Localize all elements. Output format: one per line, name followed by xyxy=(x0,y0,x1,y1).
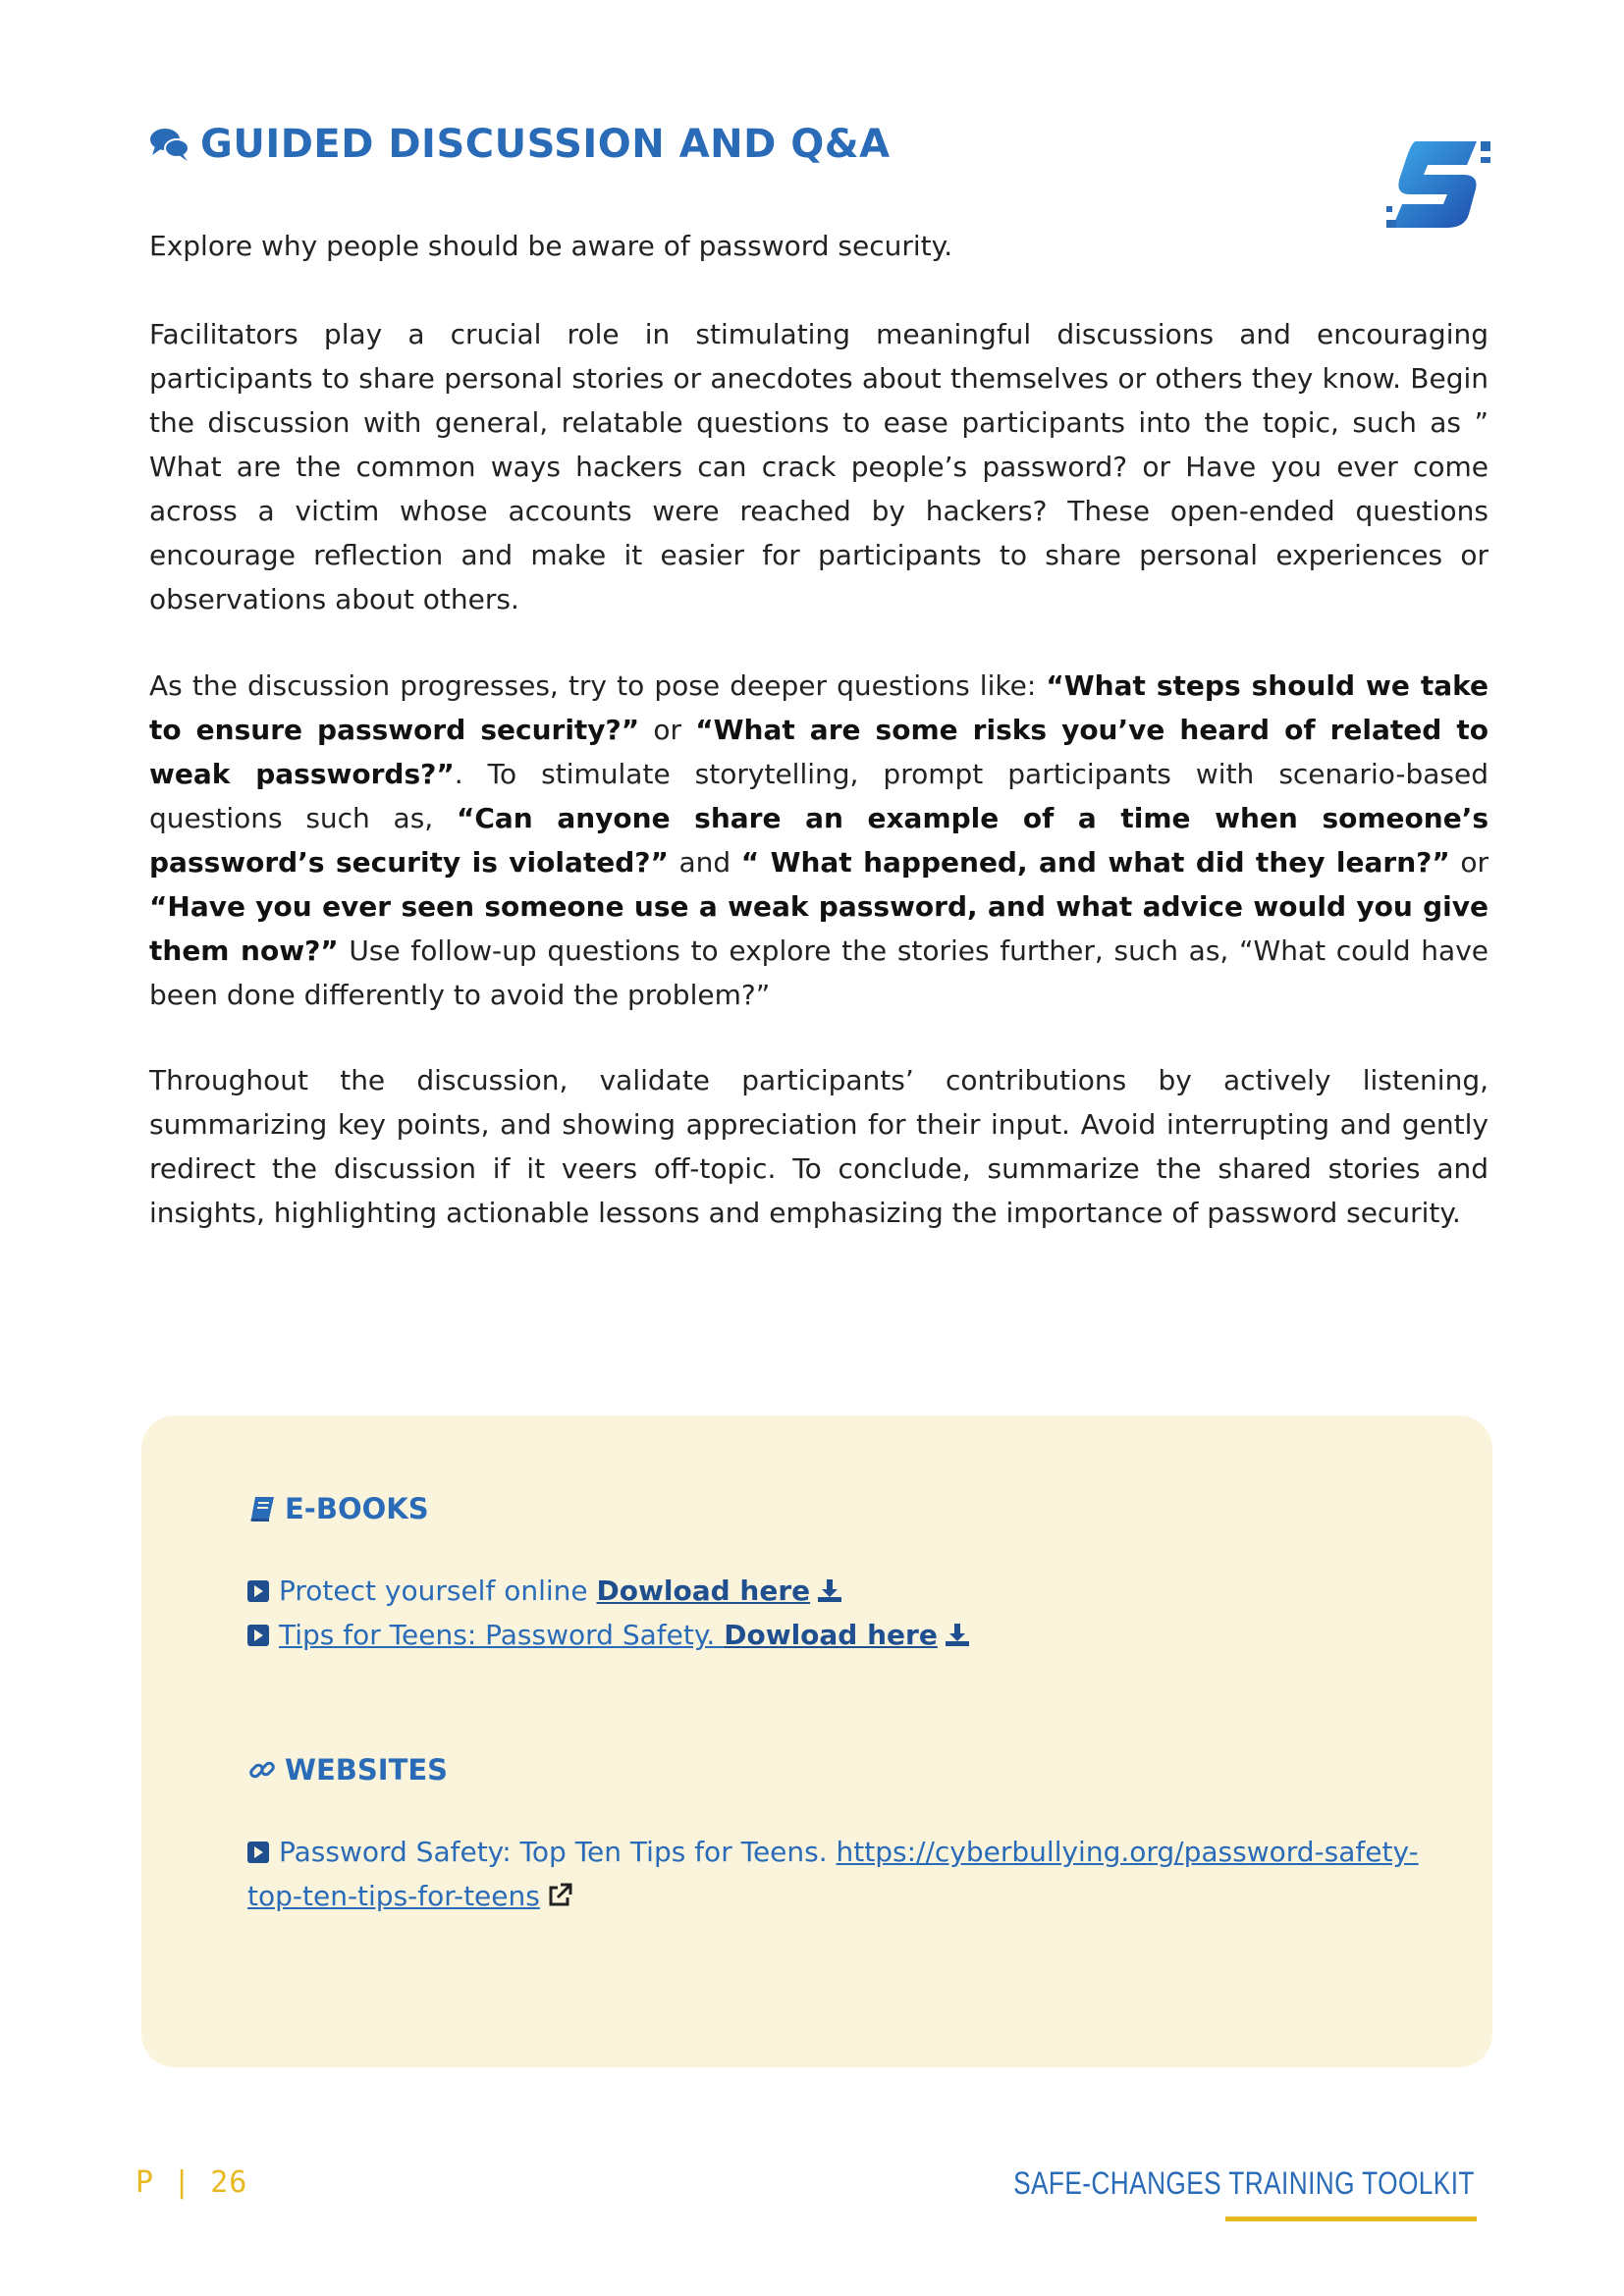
websites-heading-text: WEBSITES xyxy=(285,1753,449,1787)
external-link-icon[interactable] xyxy=(546,1882,573,1909)
download-icon[interactable] xyxy=(944,1621,971,1648)
intro-paragraph: Explore why people should be aware of password security. xyxy=(149,230,953,262)
ebook-item: Protect yourself online Dowload here xyxy=(247,1569,1426,1613)
play-square-icon xyxy=(247,1625,269,1646)
ebook-title-link[interactable]: Tips for Teens: Password Safety. xyxy=(279,1619,725,1651)
resources-panel xyxy=(141,1415,1492,2067)
play-square-icon xyxy=(247,1842,269,1863)
download-link[interactable]: Dowload here xyxy=(596,1575,811,1607)
facilitators-paragraph: Facilitators play a crucial role in stimulating meaningful discussions and encouraging participants to share personal stories or anecdotes about themselves or others they know. Begin the discussion with general, relatable questions to ease participants into the topic, such as ” What are the common ways hackers can crack people’s password? or Have you ever come across a victim whose accounts were reached by hackers? These open-ended questions encourage reflection and make it easier for participants to share personal experiences or observations about others. xyxy=(149,318,1489,615)
section-title xyxy=(149,122,891,167)
book-icon xyxy=(247,1494,277,1523)
ebooks-heading-text: E-BOOKS xyxy=(285,1492,429,1525)
link-icon xyxy=(247,1755,277,1785)
website-item: Password Safety: Top Ten Tips for Teens. https://cyberbullying.org/password-safety-top-ten-tips-for-teens xyxy=(247,1836,1419,1912)
websites-heading xyxy=(247,1753,448,1787)
ebooks-heading xyxy=(247,1492,429,1525)
download-icon[interactable] xyxy=(816,1576,843,1604)
page-number: P | 26 xyxy=(135,2165,248,2200)
conclusion-paragraph: Throughout the discussion, validate participants’ contributions by actively listening, summarizing key points, and showing appreciation for their input. Avoid interrupting and gently redirect the discussion if it veers off-topic. To conclude, summarize the shared stories and insights, highlighting actionable lessons and emphasizing the importance of password security. xyxy=(149,1064,1489,1229)
website-url-link[interactable]: https://cyberbullying.org/password-safety-top-ten-tips-for-teens xyxy=(247,1836,1419,1912)
footer-title: SAFE-CHANGES TRAINING TOOLKIT xyxy=(1013,2165,1475,2201)
ebook-item xyxy=(247,1613,1426,1657)
chat-bubbles-icon xyxy=(149,125,190,164)
play-square-icon xyxy=(247,1580,269,1602)
download-link[interactable]: Dowload here xyxy=(724,1619,938,1651)
section-title-text: GUIDED DISCUSSION AND Q&A xyxy=(200,122,891,167)
footer-underline xyxy=(1225,2216,1477,2221)
deeper-questions-paragraph: As the discussion progresses, try to pose deeper questions like: “What steps should we take to ensure password security?” or “What are some risks you’ve heard of related to weak passwords?”. To stimulate storytelling, prompt participants with scenario-based questions such as, “Can anyone share an example of a time when someone’s password’s security is violated?” and “ What happened, and what did they learn?” or “Have you ever seen someone use a weak password, and what advice would you give them now?” Use follow-up questions to explore the stories further, such as, “What could have been done differently to avoid the problem?” xyxy=(149,669,1489,1011)
